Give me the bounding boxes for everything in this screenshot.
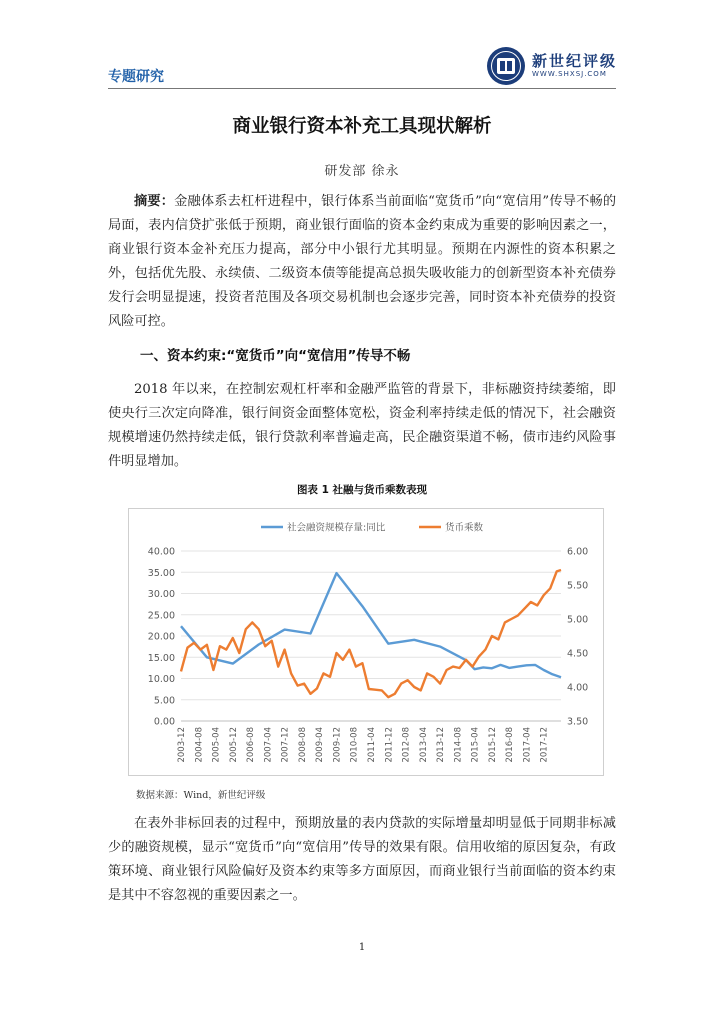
abstract-text: 金融体系去杠杆进程中，银行体系当前面临“宽货币”向“宽信用”传导不畅的局面，表内信贷扩张低于预期，商业银行面临的资本金约束成为重要的影响因素之一，商业银行资本金补充压力提高，部分中小银行尤其明显。预期在内源性的资本积累之外，包括优先股、永续债、二级资本债等能提高总损失吸收能力的创新型资本补充债券发行会明显提速，投资者范围及各项交易机制也会逐步完善，同时资本补充债券的投资风险可控。 — [108, 194, 617, 329]
abstract-paragraph — [108, 190, 616, 334]
brand-name: 新世纪评级 — [532, 52, 618, 70]
abstract-label: 摘要： — [134, 194, 175, 209]
figure-caption: 图表 1 社融与货币乘数表现 — [296, 484, 428, 496]
header-divider — [108, 88, 616, 89]
x-tick-label: 2009-04 — [315, 727, 326, 763]
legend-label: 货币乘数 — [445, 522, 484, 534]
x-tick-label: 2010-08 — [349, 727, 360, 763]
body-paragraph-1: 2018 年以来，在控制宏观杠杆率和金融严监管的背景下，非标融资持续萎缩，即使央行三次定向降准，银行间资金面整体宽松，资金利率持续走低的情况下，社会融资规模增速仍然持续走低，银行贷款利率普遍走高，民企融资渠道不畅，债市违约风险事件明显增加。 — [108, 382, 616, 469]
body-paragraph-2: 在表外非标回表的过程中，预期放量的表内贷款的实际增量却明显低于同期非标减少的融资规模，显示“宽货币”向“宽信用”传导的效果有限。信用收缩的原因复杂，有政策环境、商业银行风险偏好及资本约束等多方面原因，而商业银行当前面临的资本约束是其中不容忽视的重要因素之一。 — [108, 816, 616, 903]
y-left-tick-label: 40.00 — [147, 546, 175, 558]
brand-emblem-icon — [486, 46, 526, 86]
x-tick-label: 2005-04 — [211, 727, 222, 763]
section-label: 专题研究 — [108, 69, 164, 85]
y-left-tick-label: 30.00 — [147, 589, 175, 600]
x-tick-label: 2003-12 — [177, 727, 187, 763]
x-tick-label: 2013-12 — [436, 727, 447, 763]
x-tick-label: 2006-08 — [246, 727, 257, 763]
y-left-tick-label: 5.00 — [153, 695, 175, 707]
x-tick-label: 2016-08 — [505, 727, 516, 763]
x-tick-label: 2015-12 — [487, 727, 498, 763]
y-left-tick-label: 35.00 — [147, 567, 175, 579]
x-tick-label: 2013-04 — [418, 727, 429, 763]
y-left-tick-label: 15.00 — [147, 652, 175, 664]
y-left-tick-label: 10.00 — [147, 674, 175, 685]
y-left-tick-label: 20.00 — [147, 631, 175, 643]
x-tick-label: 2005-12 — [228, 727, 239, 763]
author-line: 研发部 徐永 — [324, 164, 400, 179]
y-right-tick-label: 4.00 — [567, 682, 589, 694]
brand-logo — [486, 46, 616, 86]
x-tick-label: 2004-08 — [194, 727, 205, 763]
section-heading: 一、资本约束:“宽货币”向“宽信用”传导不畅 — [140, 348, 411, 364]
page-number: 1 — [358, 942, 366, 953]
x-tick-label: 2009-12 — [332, 727, 343, 763]
x-tick-label: 2011-04 — [367, 727, 377, 763]
x-tick-label: 2017-12 — [539, 727, 550, 763]
y-right-tick-label: 6.00 — [567, 546, 589, 558]
brand-url: WWW.SHXSJ.COM — [532, 70, 607, 78]
figure-source: 数据来源：Wind，新世纪评级 — [136, 790, 266, 801]
x-tick-label: 2007-12 — [280, 727, 291, 763]
y-right-tick-label: 3.50 — [567, 716, 589, 728]
y-left-tick-label: 25.00 — [147, 610, 175, 622]
x-tick-label: 2008-08 — [297, 727, 308, 763]
x-tick-label: 2007-04 — [263, 727, 274, 763]
legend-label: 社会融资规模存量:同比 — [287, 522, 386, 534]
y-right-tick-label: 5.00 — [567, 614, 589, 626]
x-tick-label: 2014-08 — [453, 727, 464, 763]
y-right-tick-label: 4.50 — [567, 648, 589, 660]
document-title: 商业银行资本补充工具现状解析 — [232, 116, 492, 137]
x-tick-label: 2012-08 — [401, 727, 412, 763]
y-left-tick-label: 0.00 — [153, 716, 175, 728]
x-tick-label: 2017-04 — [522, 727, 533, 763]
chart-container — [128, 508, 604, 776]
x-tick-label: 2015-04 — [470, 727, 481, 763]
x-tick-label: 2011-12 — [384, 727, 395, 763]
y-right-tick-label: 5.50 — [567, 580, 589, 592]
line-chart — [129, 509, 603, 775]
